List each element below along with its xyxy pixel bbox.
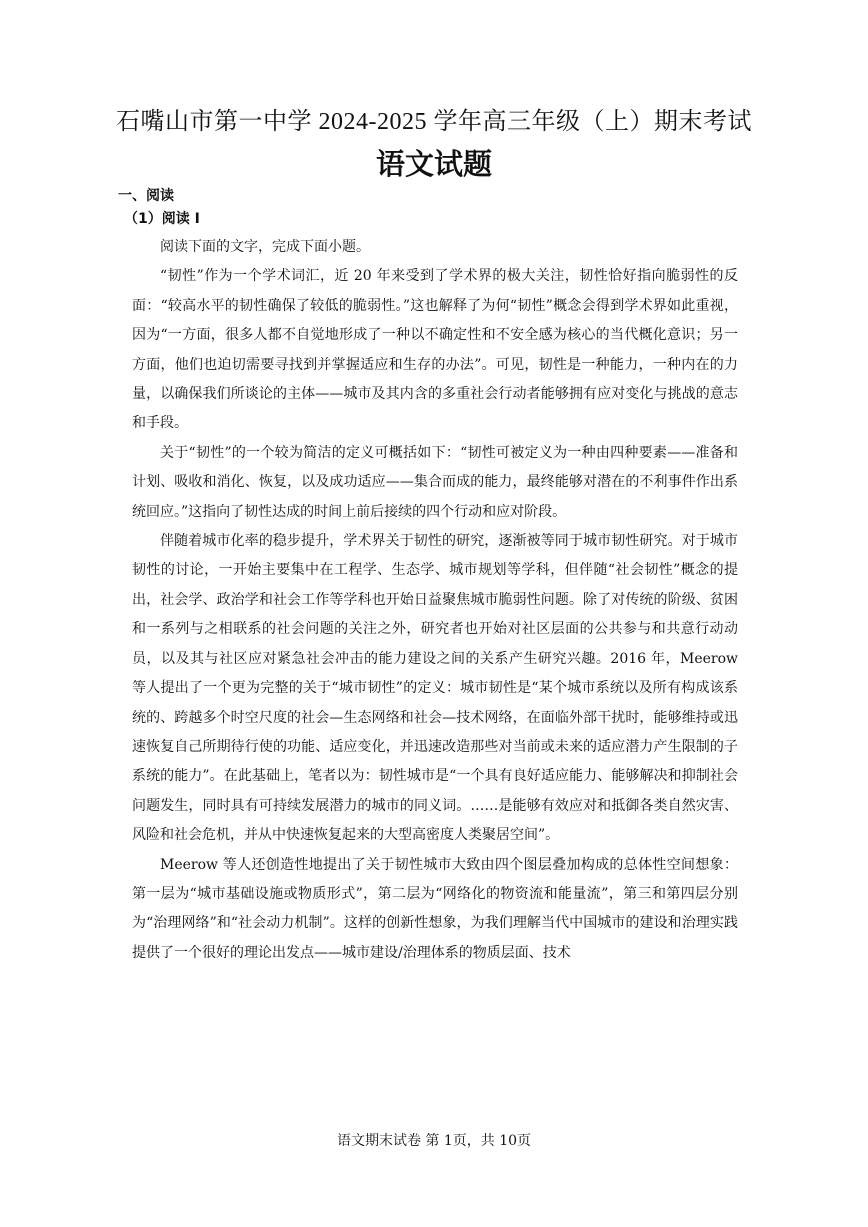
passage-paragraph-1: “韧性”作为一个学术词汇，近 20 年来受到了学术界的极大关注，韧性恰好指向脆弱性的反面：“较高水平的韧性确保了较低的脆弱性。”这也解释了为何“韧性”概念会得到学术界如此重视，因为“一方面，很多人都不自觉地形成了一种以不确定性和不安全感为核心的当代概化意识；另一方面，他们也迫切需要寻找到并掌握适应和生存的办法”。可见，韧性是一种能力，一种内在的力量，以确保我们所谈论的主体——城市及其内含的多重社会行动者能够拥有应对变化与挑战的意志和手段。: [132, 268, 738, 432]
section-heading: 一、阅读: [118, 188, 174, 204]
passage-paragraph-4: Meerow 等人还创造性地提出了关于韧性城市大致由四个图层叠加构成的总体性空间想象：第一层为“城市基础设施或物质形式”，第二层为“网络化的物资流和能量流”，第三和第四层分别为“治理网络”和“社会动力机制”。这样的创新性想象，为我们理解当代中国城市的建设和治理实践提供了一个很好的理论出发点——城市建设/治理体系的物质层面、技术: [132, 856, 738, 961]
passage-body: [132, 233, 738, 968]
exam-title: 石嘴山市第一中学 2024-2025 学年高三年级（上）期末考试: [116, 109, 752, 135]
passage-paragraph-3: 伴随着城市化率的稳步提升，学术界关于韧性的研究，逐渐被等同于城市韧性研究。对于城市韧性的讨论，一开始主要集中在工程学、生态学、城市规划等学科，但伴随“社会韧性”概念的提出，社会学、政治学和社会工作等学科也开始日益聚焦城市脆弱性问题。除了对传统的阶级、贫困和一系列与之相联系的社会问题的关注之外，研究者也开始对社区层面的公共参与和共意行动动员，以及其与社区应对紧急社会冲击的能力建设之间的关系产生研究兴趣。2016 年，Meerow 等人提出了一个更为完整的关于“城市韧性”的定义：城市韧性是“某个城市系统以及所有构成该系统的、跨越多个时空尺度的社会—生态网络和社会—技术网络，在面临外部干扰时，能够维持或迅速恢复自己所期待行使的功能、适应变化，并迅速改造那些对当前或未来的适应潜力产生限制的子系统的能力”。在此基础上，笔者以为：韧性城市是“一个具有良好适应能力、能够解决和抑制社会问题发生，同时具有可持续发展潜力的城市的同义词。……是能够有效应对和抵御各类自然灾害、风险和社会危机，并从中快速恢复起来的大型高密度人类聚居空间”。: [132, 533, 738, 844]
page-footer: 语文期末试卷 第 1页，共 10页: [336, 1133, 532, 1149]
exam-subtitle: 语文试题: [375, 147, 492, 181]
instruction-text: 阅读下面的文字，完成下面小题。: [160, 239, 370, 255]
passage-paragraph-2: 关于“韧性”的一个较为简洁的定义可概括如下：“韧性可被定义为一种由四种要素——准备和计划、吸收和消化、恢复，以及成功适应——集合而成的能力，最终能够对潜在的不利事件作出系统回应。”这指向了韧性达成的时间上前后接续的四个行动和应对阶段。: [132, 444, 738, 520]
subsection-heading: （1）阅读 I: [124, 211, 200, 227]
